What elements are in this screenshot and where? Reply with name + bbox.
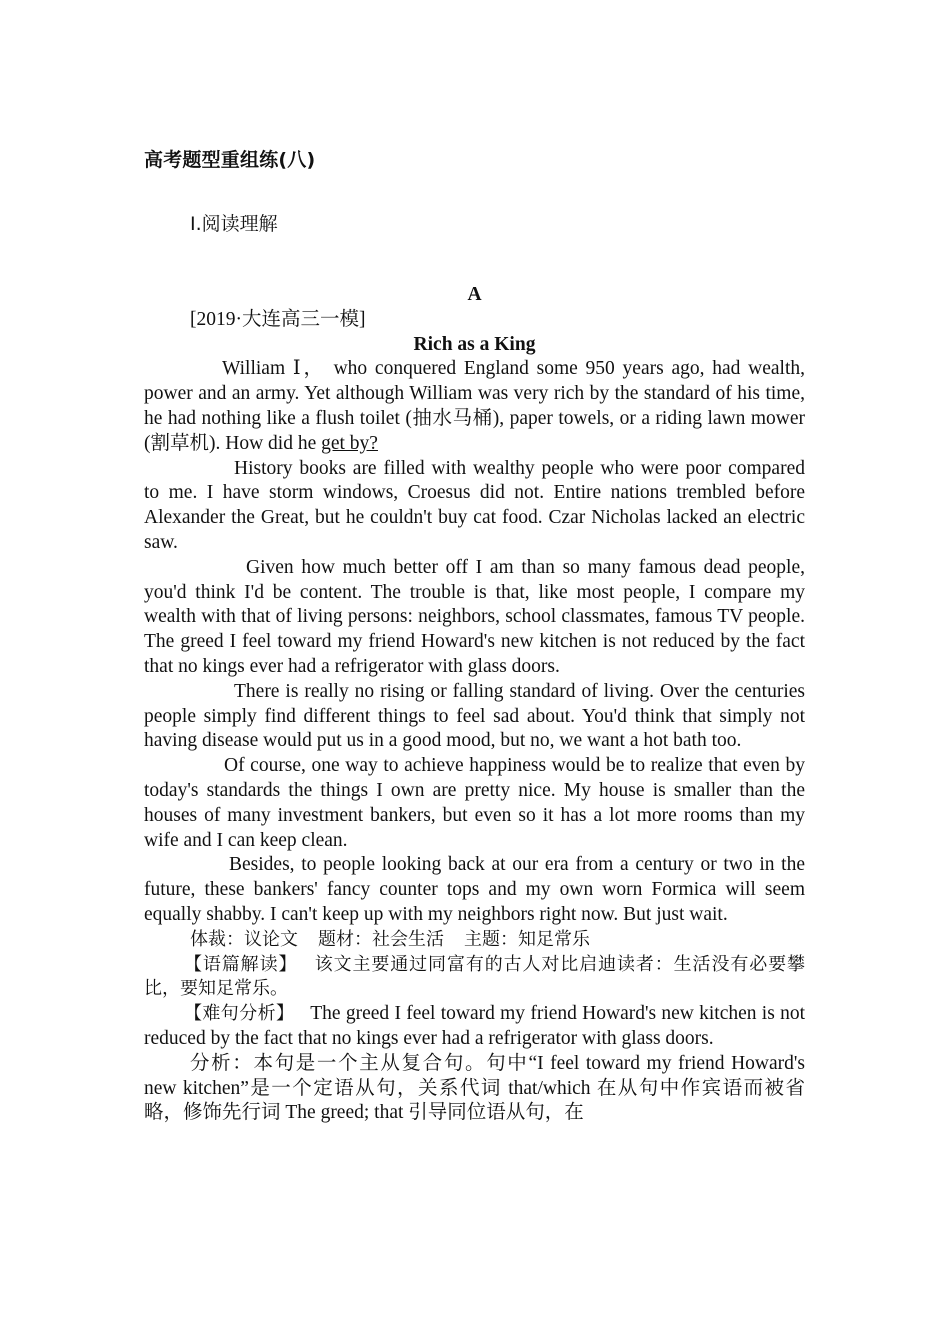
hard-sentence: The greed I feel toward my friend Howard's new kitchen is not reduced by the fact that no kings ever had a refrigerator with glass doors. (144, 1003, 806, 1049)
hard-sentence-analysis (144, 1002, 805, 1052)
passage-source: [2019·大连高三一模] (190, 308, 366, 330)
passage-letter: A (467, 284, 482, 305)
paragraph-3: Given how much better off I am than so many famous dead people, you'd think I'd be content. The trouble is that, like most people, I compare my wealth with that of living persons: neighbors, school classmates, famous TV people. The greed I feel toward my friend Howard's new kitchen is not reduced by the fact that no kings ever had a refrigerator with glass doors. (144, 556, 805, 677)
paragraph-1 (144, 357, 805, 456)
paragraph-1-text: William Ⅰ， who conquered England some 950 years ago, had wealth, power and an army. Yet although William was very rich by the standard of his time, he had nothing like a flush toilet (抽水马桶), paper towels, or a riding lawn mower (割草机). How did he (144, 358, 805, 454)
passage-content (144, 283, 805, 1126)
underlined-phrase: get by? (321, 432, 378, 454)
paragraph-2: History books are filled with wealthy people who were poor compared to me. I have storm windows, Croesus did not. Entire nations trembled before Alexander the Great, but he couldn't buy cat food. Czar Nicholas lacked an electric saw. (144, 457, 805, 553)
paragraph-4: There is really no rising or falling standard of living. Over the centuries people simply find different things to feel sad about. You'd think that simply not having disease would put us in a good mood, but no, we want a hot bath too. (144, 680, 805, 752)
reading-analysis (144, 953, 805, 1003)
hard-sentence-label: 【难句分析】 (184, 1003, 295, 1025)
reading-text: 该文主要通过同富有的古人对比启迪读者：生活没有必要攀比，要知足常乐。 (144, 953, 806, 1000)
section-heading: Ⅰ.阅读理解 (190, 213, 278, 235)
genre-value: 议论文 (244, 928, 298, 950)
sentence-explanation: 分析：本句是一个主从复合句。句中“I feel toward my friend Howard's new kitchen”是一个定语从句，关系代词 that/which 在从句中作宾语而被省略，修饰先行词 The greed; that 引导同位语从句，在 (144, 1052, 805, 1124)
document-title: 高考题型重组练(八) (144, 149, 316, 171)
topic-value: 社会生活 (372, 928, 444, 950)
paragraph-6: Besides, to people looking back at our era from a century or two in the future, these bankers' fancy counter tops and my own worn Formica will seem equally shabby. I can't keep up with my neighbors right now. But just wait. (144, 854, 805, 925)
passage-title: Rich as a King (413, 333, 536, 355)
analysis-meta (190, 928, 805, 953)
paragraph-5: Of course, one way to achieve happiness would be to realize that even by today's standards the things I own are pretty nice. My house is smaller than the houses of many investment bankers, but even so it has a lot more rooms than my wife and I can keep clean. (144, 755, 805, 851)
theme-value: 知足常乐 (518, 928, 590, 950)
reading-label: 【语篇解读】 (184, 953, 298, 975)
topic-label: 题材： (318, 928, 372, 950)
theme-label: 主题： (464, 928, 518, 950)
genre-label: 体裁： (190, 928, 244, 950)
